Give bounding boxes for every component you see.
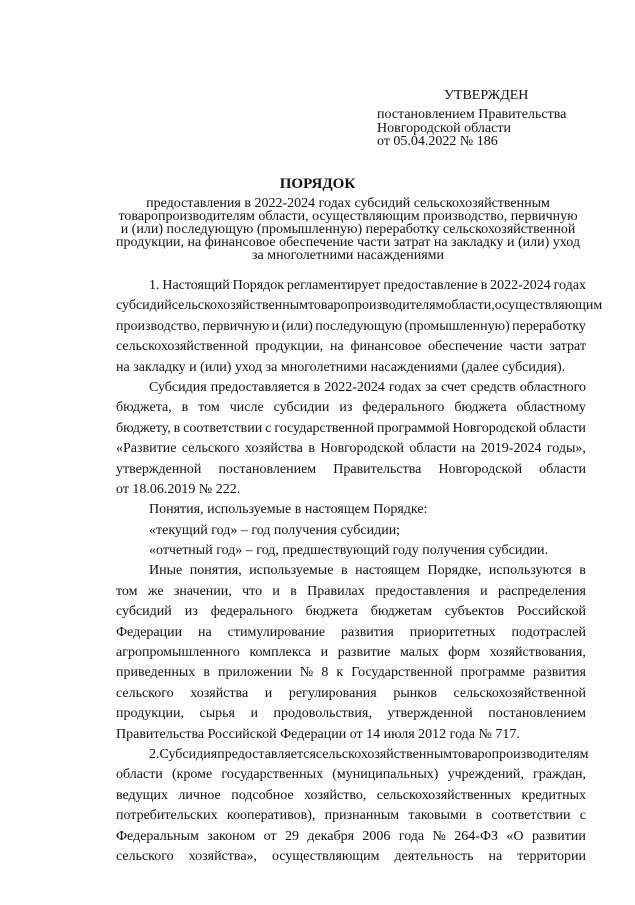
paragraph-line: субсидий из федерального бюджета бюджетам субъектов Российской [116, 604, 586, 620]
approval-stamp [377, 87, 607, 149]
paragraph-line: области (кроме государственных (муниципальных) учреждений, граждан, [116, 767, 586, 783]
paragraph-line: Субсидия предоставляется в 2022-2024 годах за счет средств областного [149, 379, 586, 395]
paragraph-line: потребительских кооперативов), признанным таковыми в соответствии с [116, 808, 586, 824]
paragraph-line: сельского хозяйства и регулирования рынков сельскохозяйственной [116, 685, 586, 701]
document-body [116, 276, 603, 867]
paragraph-line: производство, первичную и (или) последующую (промышленную) переработку [116, 318, 586, 334]
paragraph-line: 2. Субсидия предоставляется сельскохозяйственным товаропроизводителям [149, 746, 589, 762]
document-title: ПОРЯДОК [279, 176, 356, 192]
paragraph-line: ведущих личное подсобное хозяйство, сельскохозяйственных кредитных [116, 787, 586, 803]
paragraph-line: сельскохозяйственной продукции, на финансовое обеспечение части затрат [116, 339, 586, 355]
paragraph-line: на закладку и (или) уход за многолетними насаждениями (далее субсидия). [116, 359, 566, 375]
paragraph-line: Понятия, используемые в настоящем Порядке: [149, 502, 428, 518]
document-subtitle [110, 197, 586, 262]
approval-line: от 05.04.2022 № 186 [377, 134, 498, 149]
paragraph-line: «Развитие сельского хозяйства в Новгородской области на 2019-2024 годы», [116, 441, 586, 457]
subtitle-line: предоставления в 2022-2024 годах субсидий сельскохозяйственным [146, 196, 550, 211]
paragraph-line: «текущий год» – год получения субсидии; [149, 522, 401, 538]
paragraph-line: Федерации на стимулирование развития приоритетных подотраслей [116, 624, 586, 640]
approval-line: постановлением Правительства [377, 107, 567, 122]
paragraph-line: бюджета, в том числе субсидии из федерального бюджета областному [116, 400, 586, 416]
subtitle-line: товаропроизводителям области, осуществляющим производство, первичную [118, 209, 578, 224]
paragraph-line: Иные понятия, используемые в настоящем Порядке, используются в [149, 563, 586, 579]
paragraph-line: Правительства Российской Федерации от 14 июля 2012 года № 717. [116, 726, 520, 742]
paragraph-line: агропромышленного комплекса и развитие малых форм хозяйствования, [116, 645, 586, 661]
paragraph-line: приведенных в приложении № 8 к Государственной программе развития [116, 665, 586, 681]
paragraph-line: том же значении, что и в Правилах предоставления и распределения [116, 583, 586, 599]
paragraph-line: сельского хозяйства», осуществляющим деятельность на территории [116, 848, 586, 864]
paragraph-line: утвержденной постановлением Правительства Новгородской области [116, 461, 586, 477]
approval-title: УТВЕРЖДЕН [444, 88, 529, 103]
paragraph-line: продукции, сырья и продовольствия, утвержденной постановлением [116, 706, 586, 722]
paragraph-line: бюджету, в соответствии с государственной программой Новгородской области [116, 420, 586, 436]
paragraph-line: от 18.06.2019 № 222. [116, 481, 241, 497]
approval-line: Новгородской области [377, 120, 511, 136]
paragraph-line: 1. Настоящий Порядок регламентирует предоставление в 2022-2024 годах [149, 278, 586, 293]
paragraph-line: «отчетный год» – год, предшествующий году получения субсидии. [149, 543, 548, 559]
paragraph-line: Федеральным законом от 29 декабря 2006 года № 264-ФЗ «О развитии [116, 828, 586, 844]
paragraph-line: субсидий сельскохозяйственным товаропроизводителям области, осуществляющим [116, 298, 603, 314]
subtitle-line: продукции, на финансовое обеспечение части затрат на закладку и (или) уход [116, 235, 580, 250]
subtitle-line: за многолетними насаждениями [251, 248, 445, 263]
subtitle-line: и (или) последующую (промышленную) переработку сельскохозяйственной [120, 222, 576, 237]
